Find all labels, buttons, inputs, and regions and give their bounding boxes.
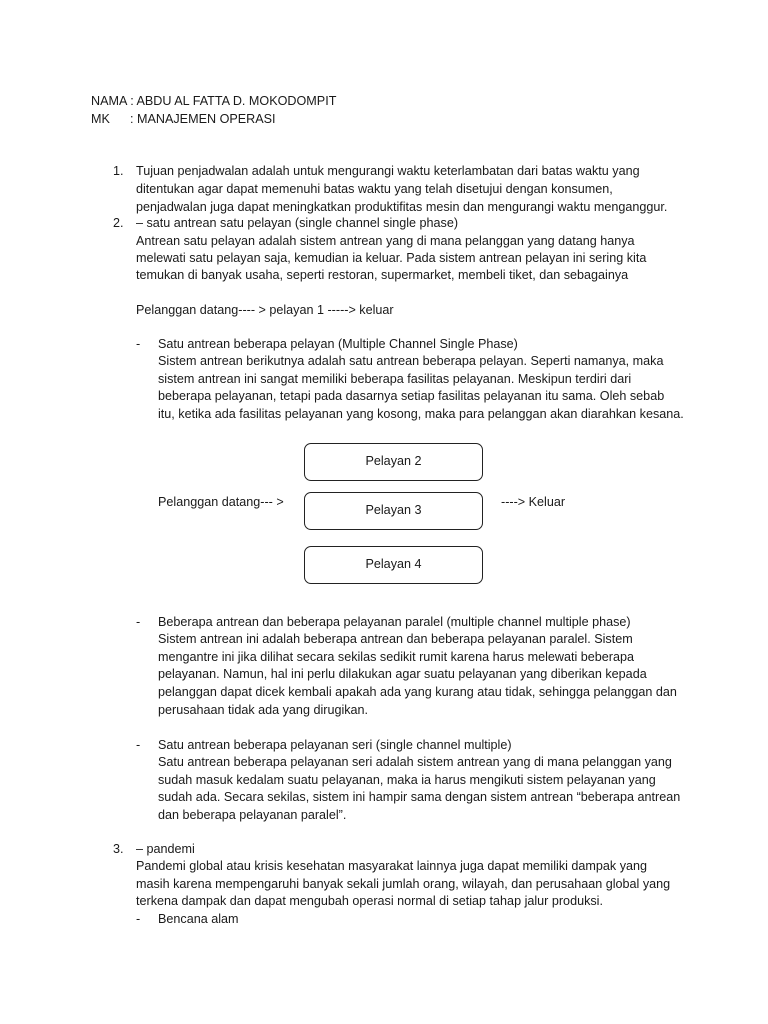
sub-1-line: sistem antrean ini sangat memiliki beberapa fasilitas pelayanan. Meskipun terdiri dari [158,372,632,386]
item-1-line: ditentukan agar dapat memenuhi batas waktu yang telah disetujui dengan konsumen, [136,182,613,196]
sub-1-line: itu, ketika ada fasilitas pelayanan yang kosong, maka para pelanggan akan diarahkan kesana. [158,407,684,421]
sub-2-line: Sistem antrean ini adalah beberapa antrean dan beberapa pelayanan paralel. Sistem [158,632,633,646]
flow-single-channel: Pelanggan datang---- > pelayan 1 -----> keluar [136,303,394,317]
sub-3-line: Satu antrean beberapa pelayanan seri adalah sistem antrean yang di mana pelanggan yang [158,755,672,769]
sub-1-line: beberapa pelayanan, tetapi pada dasarnya setiap fasilitas pelayanan itu sama. Oleh sebab [158,389,665,403]
sub-2-line: pelanggan dapat dicek kembali apakah ada yang kurang atau tidak, sehingga pelanggan dan [158,685,677,699]
item-3-line: terkena dampak dan dapat mengubah operasi normal di setiap tahap jalur produksi. [136,894,603,908]
sub-2-line: perusahaan tidak ada yang dirugikan. [158,703,369,717]
student-name: NAMA : ABDU AL FATTA D. MOKODOMPIT [91,94,337,108]
service-box-2 [304,443,483,481]
sub-2-line: mengantre ini jika dilihat secara sekilas sedikit rumit karena harus melewati beberapa [158,650,634,664]
sub-2-line: Beberapa antrean dan beberapa pelayanan paralel (multiple channel multiple phase) [158,615,631,629]
item-2-line: Antrean satu pelayan adalah sistem antrean yang di mana pelanggan yang datang hanya [136,234,635,248]
sub-3-line: dan beberapa pelayanan paralel”. [158,808,347,822]
course-key: MK [91,112,110,126]
diagram-left-label: Pelanggan datang--- > [158,495,284,509]
sub-3-line: sudah ada. Secara sekilas, sistem ini hampir sama dengan sistem antrean “beberapa antrean [158,790,681,804]
sub-2-line: pelayanan. Namun, hal ini perlu dilakukan agar suatu pelayanan yang diberikan kepada [158,667,647,681]
item-3-line: – pandemi [136,842,195,856]
item-3-line: Pandemi global atau krisis kesehatan masyarakat lainnya juga dapat memiliki dampak yang [136,859,648,873]
service-box-3 [304,492,483,530]
item-2-line: melewati satu pelayan saja, kemudian ia keluar. Pada sistem antrean pelayan ini sering kita [136,251,647,265]
item-1-line: penjadwalan juga dapat meningkatkan produktifitas mesin dan mengurangi waktu menganggur. [136,200,668,214]
item-3-line: masih karena mempengaruhi banyak sekali jumlah orang, wilayah, dan perusahaan global yang [136,877,671,891]
sub-3-dash: - [136,738,141,752]
item-3-number: 3. [113,842,124,856]
sub-1-line: Satu antrean beberapa pelayan (Multiple Channel Single Phase) [158,337,518,351]
item-3-sub-label: Bencana alam [158,912,239,926]
diagram-right-label: ----> Keluar [501,495,566,509]
service-box-4 [304,546,483,584]
item-2-line: – satu antrean satu pelayan (single channel single phase) [136,216,459,230]
service-box-label: Pelayan 2 [365,454,422,469]
course-value: : MANAJEMEN OPERASI [130,112,276,126]
sub-1-dash: - [136,337,141,351]
item-1-line: Tujuan penjadwalan adalah untuk mengurangi waktu keterlambatan dari batas waktu yang [136,164,640,178]
sub-3-line: sudah masuk kedalam suatu pelayanan, maka ia harus mengikuti sistem pelayanan yang [158,773,656,787]
item-2-number: 2. [113,216,124,230]
item-3-sub-dash: - [136,912,141,926]
sub-2-dash: - [136,615,141,629]
sub-1-line: Sistem antrean berikutnya adalah satu antrean beberapa pelayan. Seperti namanya, maka [158,354,664,368]
service-box-label: Pelayan 4 [365,557,422,572]
sub-3-line: Satu antrean beberapa pelayanan seri (single channel multiple) [158,738,512,752]
item-2-line: temukan di banyak usaha, seperti restoran, supermarket, membeli tiket, dan sebagainya [136,268,629,282]
service-box-label: Pelayan 3 [365,503,422,518]
item-1-number: 1. [113,164,124,178]
